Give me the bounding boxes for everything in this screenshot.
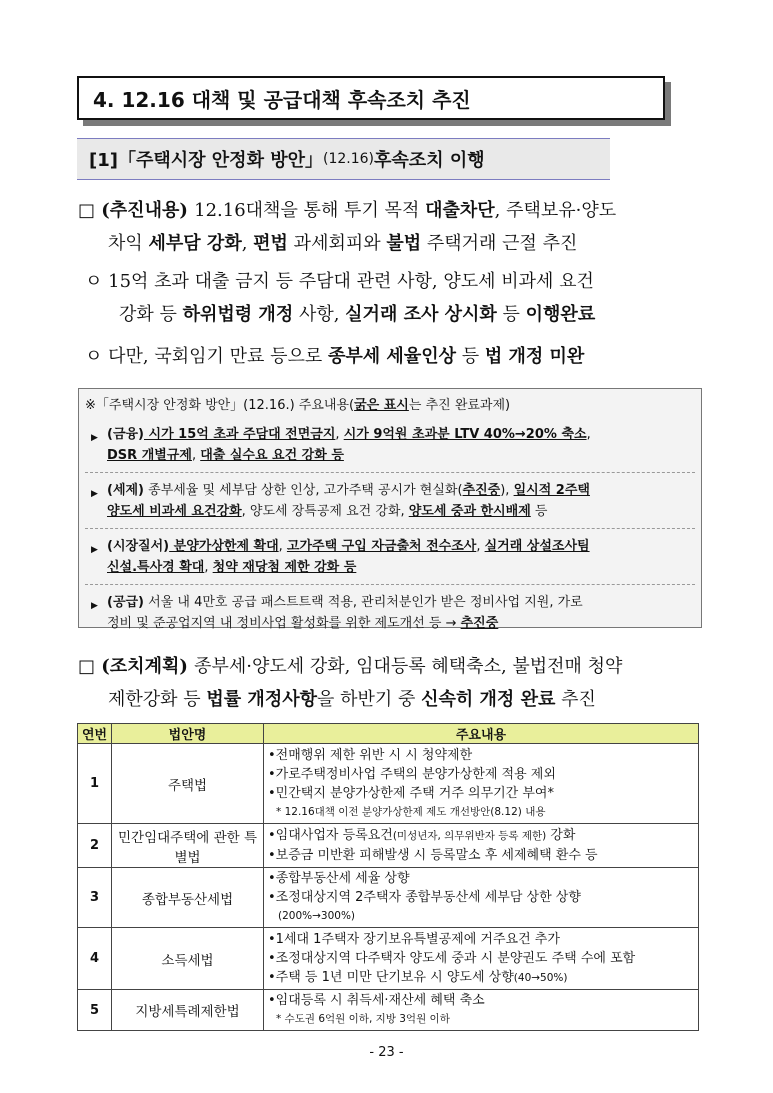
text-bold: 종부세 세율인상 <box>328 346 456 367</box>
table-header-row <box>78 724 699 744</box>
row-content <box>264 928 699 990</box>
triangle-bullet-icon: ▶ <box>91 433 98 443</box>
text: 사항, <box>293 304 346 325</box>
text: , <box>191 448 201 463</box>
text-bold: 분양가상한제 확대 <box>169 539 279 554</box>
text-bold: 실거래 조사 상시화 <box>345 304 497 325</box>
content-note: * 수도권 6억원 이하, 지방 3억원 이하 <box>276 1013 450 1025</box>
content-line: •조정대상지역 2주택자 종합부동산세 세부담 상한 상향 <box>268 890 581 905</box>
text-bold: 양도세 비과세 요건강화 <box>107 504 242 519</box>
text: 다만, 국회임기 만료 등으로 <box>102 346 328 367</box>
row-law: 지방세특례제한법 <box>112 990 264 1031</box>
note-item-tax <box>85 480 695 529</box>
header-num: 연번 <box>78 724 112 744</box>
text: 서울 내 4만호 공급 패스트트랙 적용, 관리처분인가 받은 정비사업 지원, 가로 <box>144 595 583 610</box>
text: 등 <box>455 346 485 367</box>
text: 12.16대책을 통해 투기 목적 <box>194 200 426 221</box>
tag: (세제) <box>107 483 144 498</box>
checkbox-square: □ <box>78 656 96 677</box>
subheading-date: (12.16) <box>323 151 375 167</box>
text-bold: 세부담 강화 <box>148 233 242 254</box>
triangle-bullet-icon: ▶ <box>91 545 98 555</box>
bullet-icon: ㅇ <box>85 346 103 367</box>
text: 강화 등 <box>119 304 183 325</box>
content-line: •1세대 1주택자 장기보유특별공제에 거주요건 추가 <box>268 931 560 947</box>
table-row <box>78 990 699 1031</box>
paragraph-action-plan <box>78 650 708 716</box>
content-line <box>268 826 694 846</box>
row-num: 1 <box>78 744 112 824</box>
row-num: 4 <box>78 928 112 990</box>
text: 제한강화 등 <box>108 689 207 710</box>
paragraph-progress <box>78 194 708 260</box>
text-bold: 시가 9억원 초과분 LTV 40%→20% 축소 <box>343 427 587 442</box>
subheading <box>77 138 610 180</box>
bullet-icon: ㅇ <box>85 271 103 292</box>
text-bold: 시가 15억 초과 주담대 전면금지 <box>144 427 336 442</box>
bullet-item-1 <box>85 265 705 331</box>
label-action-plan: (조치계획) <box>95 656 195 677</box>
text: 정비 및 준공업지역 내 정비사업 활성화를 위한 제도개선 등 → <box>107 616 461 631</box>
tag: (시장질서) <box>107 539 170 554</box>
text-bold: 양도세 중과 한시배제 <box>408 504 531 519</box>
content-line: •보증금 미반환 피해발생 시 등록말소 후 세제혜택 환수 등 <box>268 848 598 863</box>
content-line: •임대등록 시 취득세·재산세 혜택 축소 <box>268 993 485 1008</box>
page-number: - 23 - <box>369 1045 404 1060</box>
row-content <box>264 744 699 824</box>
text: 15억 초과 대출 금지 등 주담대 관련 사항, 양도세 비과세 요건 <box>102 271 594 292</box>
text: , <box>335 427 344 442</box>
row-content <box>264 990 699 1031</box>
text-bold: 굵은 표시 <box>354 398 409 413</box>
tag: (금융) <box>107 427 144 442</box>
text: 추진 <box>555 689 596 710</box>
text: 등 <box>496 304 526 325</box>
row-law: 민간임대주택에 관한 특별법 <box>112 824 264 868</box>
text: •주택 등 1년 미만 단기보유 시 양도세 상향 <box>268 969 514 985</box>
text: 종부세·양도세 강화, 임대등록 혜택축소, 불법전매 청약 <box>194 656 623 677</box>
note-item-finance <box>85 424 695 473</box>
text: 강화 <box>546 828 576 843</box>
text-bold: 신속히 개정 완료 <box>421 689 556 710</box>
tag: (공급) <box>107 595 144 610</box>
text: 을 하반기 중 <box>317 689 422 710</box>
text-bold: 실거래 상설조사팀 <box>484 539 590 554</box>
row-content <box>264 824 699 868</box>
content-line: •조정대상지역 다주택자 양도세 중과 시 분양권도 주택 수에 포함 <box>268 950 636 966</box>
table-row <box>78 868 699 928</box>
table-row <box>78 744 699 824</box>
triangle-bullet-icon: ▶ <box>91 601 98 611</box>
text-bold: 대출 실수요 요건 강화 등 <box>200 448 344 463</box>
row-law: 주택법 <box>112 744 264 824</box>
text-bold: 신설.특사경 확대 <box>107 560 205 575</box>
text-bold: 편법 <box>253 233 288 254</box>
row-num: 5 <box>78 990 112 1031</box>
text: , <box>278 539 287 554</box>
row-num: 2 <box>78 824 112 868</box>
content-note: * 12.16대책 이전 분양가상한제 제도 개선방안(8.12) 내용 <box>276 805 546 818</box>
text-bold: 하위법령 개정 <box>182 304 294 325</box>
subheading-suffix: 후속조치 이행 <box>374 150 485 171</box>
text: , <box>476 539 485 554</box>
label-progress: (추진내용) <box>95 200 195 221</box>
subheading-prefix: [1]「주택시장 안정화 방안」 <box>89 150 324 171</box>
text-bold: 불법 <box>386 233 422 254</box>
triangle-bullet-icon: ▶ <box>91 489 98 499</box>
bullet-item-2 <box>85 340 705 373</box>
text: •임대사업자 등록요건 <box>268 828 393 843</box>
content-line <box>268 968 694 988</box>
section-heading <box>77 76 665 120</box>
section-title: 4. 12.16 대책 및 공급대책 후속조치 추진 <box>93 87 471 112</box>
text-bold: 이행완료 <box>525 304 596 325</box>
content-line: •가로주택정비사업 주택의 분양가상한제 적용 제외 <box>268 766 556 782</box>
text-bold: 대출차단 <box>425 200 495 221</box>
content-note: (200%→300%) <box>278 910 356 922</box>
text-bold: 추진중 <box>460 616 499 631</box>
note-item-market-order <box>85 536 695 585</box>
table-row <box>78 824 699 868</box>
text-bold: 추진중 <box>462 483 501 498</box>
text-bold: 법률 개정사항 <box>206 689 317 710</box>
text: , <box>241 233 254 254</box>
text: 차익 <box>108 233 149 254</box>
table-row <box>78 928 699 990</box>
text: ※「주택시장 안정화 방안」(12.16.) 주요내용( <box>85 398 355 413</box>
text-bold: 청약 재당첨 제한 강화 등 <box>212 560 357 575</box>
text: , <box>204 560 213 575</box>
note-box <box>78 388 702 631</box>
text-small: (미성년자, 의무위반자 등록 제한) <box>392 830 547 842</box>
text: , 양도세 장특공제 요건 강화, <box>241 504 409 519</box>
law-table <box>77 723 699 1031</box>
text: 주택거래 근절 추진 <box>421 233 578 254</box>
checkbox-square: □ <box>78 200 96 221</box>
text: 는 추진 완료과제) <box>408 398 511 413</box>
text-small: (40→50%) <box>513 971 568 984</box>
row-num: 3 <box>78 868 112 928</box>
content-line: •전매행위 제한 위반 시 시 청약제한 <box>268 747 473 763</box>
text-bold: 일시적 2주택 <box>513 483 590 498</box>
header-law: 법안명 <box>112 724 264 744</box>
row-content <box>264 868 699 928</box>
text: , <box>586 427 591 442</box>
text-bold: 고가주택 구입 자금출처 전수조사 <box>286 539 477 554</box>
row-law: 소득세법 <box>112 928 264 990</box>
text-bold: DSR 개별규제 <box>107 448 192 463</box>
text: , 주택보유·양도 <box>494 200 617 221</box>
note-title <box>85 395 695 416</box>
content-line: •종합부동산세 세율 상향 <box>268 871 410 886</box>
text: ), <box>500 483 514 498</box>
text: 종부세율 및 세부담 상한 인상, 고가주택 공시가 현실화( <box>144 483 463 498</box>
content-line: •민간택지 분양가상한제 주택 거주 의무기간 부여* <box>268 785 554 801</box>
text-bold: 법 개정 미완 <box>484 346 585 367</box>
note-item-supply <box>85 592 695 640</box>
header-content: 주요내용 <box>264 724 699 744</box>
text: 등 <box>530 504 548 519</box>
text: 과세회피와 <box>287 233 387 254</box>
row-law: 종합부동산세법 <box>112 868 264 928</box>
